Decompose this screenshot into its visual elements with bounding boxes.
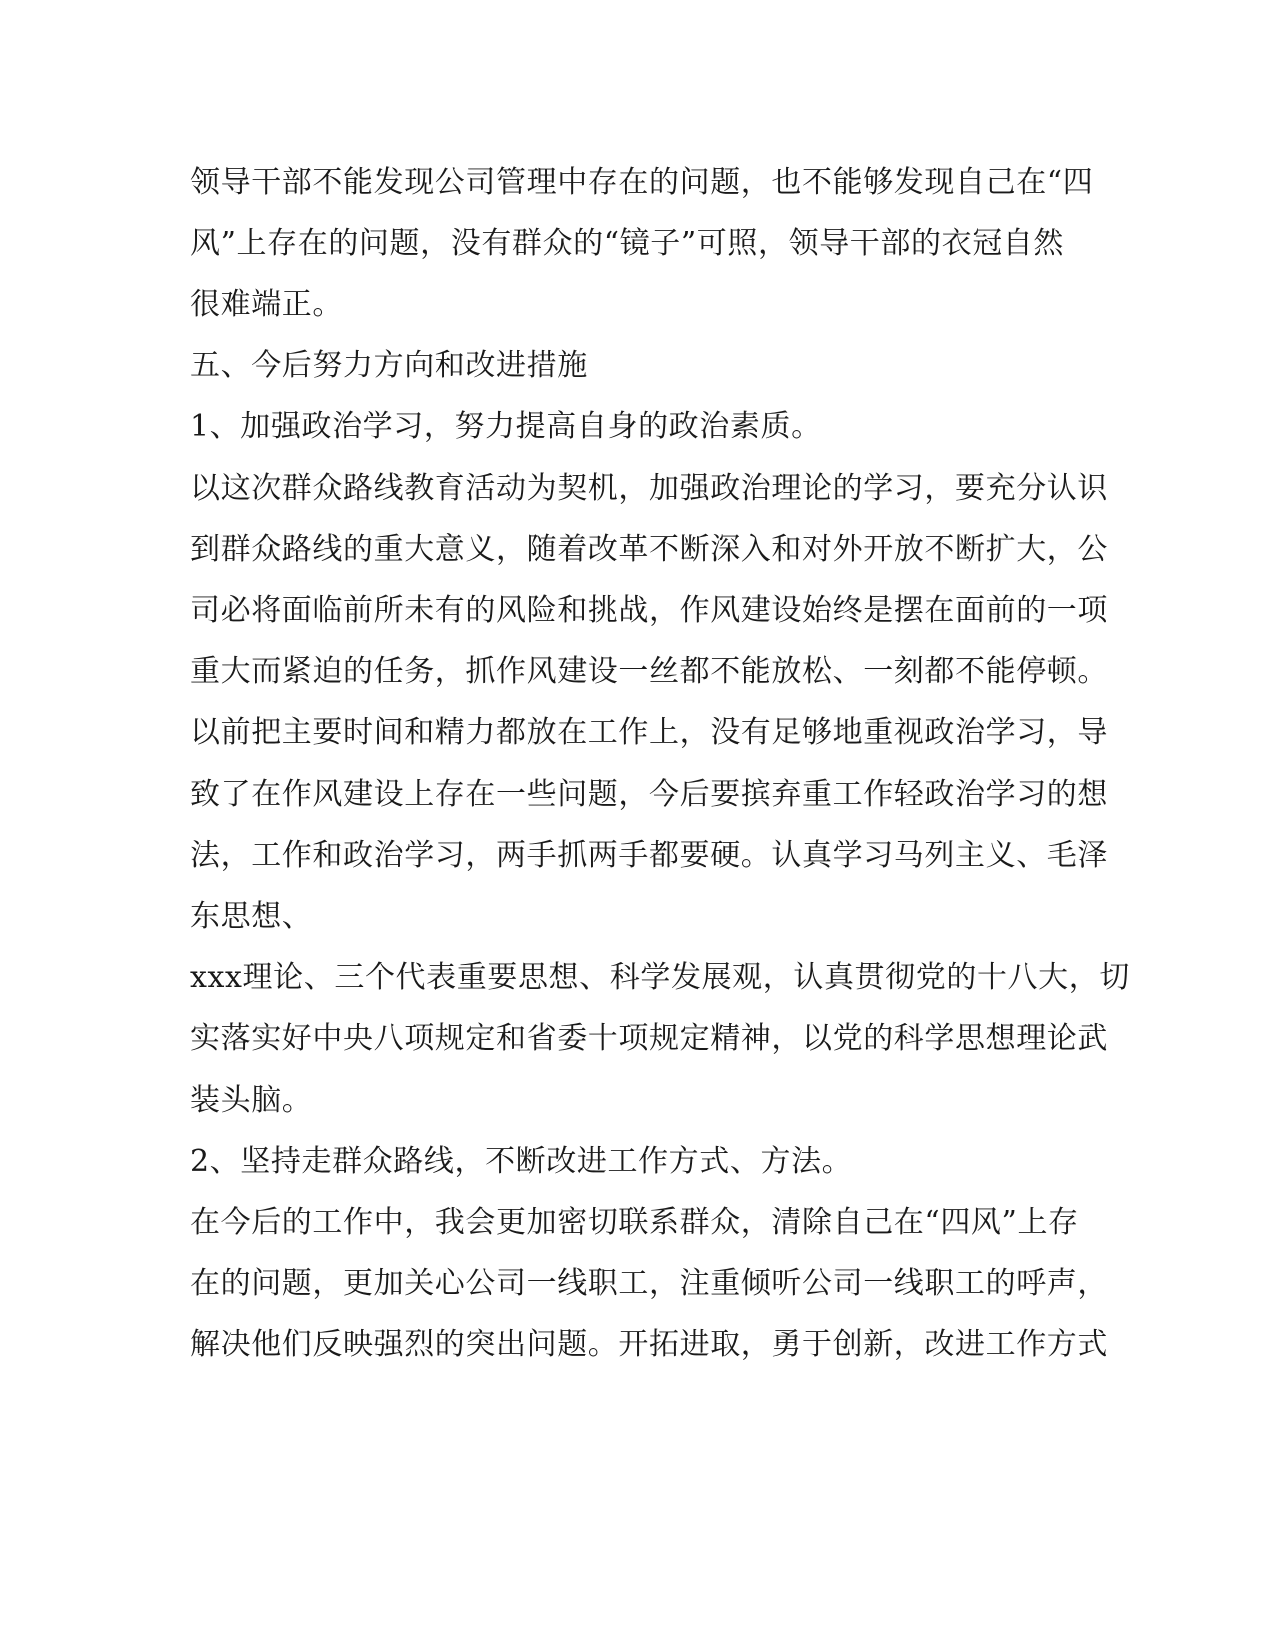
- subsection-heading: 2、坚持走群众路线，不断改进工作方式、方法。: [190, 1144, 853, 1179]
- text-line: 司必将面临前所未有的风险和挑战，作风建设始终是摆在面前的一项: [190, 593, 1108, 628]
- section-heading: 五、今后努力方向和改进措施: [190, 348, 588, 383]
- text-line: 实落实好中央八项规定和省委十项规定精神，以党的科学思想理论武: [190, 1021, 1108, 1056]
- text-line: 重大而紧迫的任务，抓作风建设一丝都不能放松、一刻都不能停顿。: [190, 654, 1108, 689]
- text-line: 以前把主要时间和精力都放在工作上，没有足够地重视政治学习，导: [190, 715, 1108, 750]
- text-line: 风”上存在的问题，没有群众的“镜子”可照，领导干部的衣冠自然: [190, 226, 1065, 261]
- text-line: 解决他们反映强烈的突出问题。开拓进取，勇于创新，改进工作方式: [190, 1327, 1108, 1362]
- text-line: 东思想、: [190, 899, 313, 934]
- text-line: 法，工作和政治学习，两手抓两手都要硬。认真学习马列主义、毛泽: [190, 838, 1108, 873]
- text-line: 装头脑。: [190, 1083, 313, 1118]
- text-line: 致了在作风建设上存在一些问题，今后要摈弃重工作轻政治学习的想: [190, 777, 1108, 812]
- text-line: 到群众路线的重大意义，随着改革不断深入和对外开放不断扩大，公: [190, 532, 1108, 567]
- text-line: 领导干部不能发现公司管理中存在的问题，也不能够发现自己在“四: [190, 165, 1094, 200]
- text-line: 在的问题，更加关心公司一线职工，注重倾听公司一线职工的呼声，: [190, 1266, 1108, 1301]
- text-line: 很难端正。: [190, 287, 343, 322]
- text-line: 以这次群众路线教育活动为契机，加强政治理论的学习，要充分认识: [190, 471, 1108, 506]
- text-line: 在今后的工作中，我会更加密切联系群众，清除自己在“四风”上存: [190, 1205, 1079, 1240]
- text-line: xxx理论、三个代表重要思想、科学发展观，认真贯彻党的十八大，切: [190, 960, 1130, 995]
- subsection-heading: 1、加强政治学习，努力提高自身的政治素质。: [190, 409, 822, 444]
